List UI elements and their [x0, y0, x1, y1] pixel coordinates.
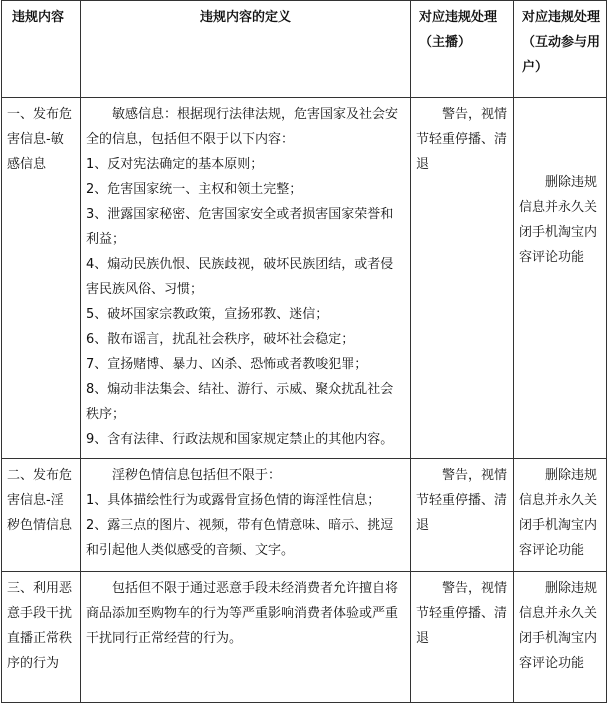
definition-item: 4、煽动民族仇恨、民族歧视，破坏民族团结，或者侵害民族风俗、习惯；	[86, 257, 394, 297]
category-cell	[2, 98, 81, 459]
host-handling-text: 警告，视情节轻重停播、清退	[416, 107, 508, 172]
definition-intro: 敏感信息：根据现行法律法规，危害国家及社会安全的信息，包括但不限于以下内容：	[86, 107, 399, 147]
table-row	[2, 459, 607, 572]
category-label: 三、利用恶意手段干扰直播正常秩序的行为	[7, 581, 73, 671]
header-violation-content: 违规内容	[2, 1, 81, 98]
user-handling-cell	[514, 459, 607, 572]
host-handling-text: 警告，视情节轻重停播、清退	[416, 581, 508, 646]
user-handling-text: 删除违规信息并永久关闭手机淘宝内容评论功能	[519, 581, 598, 671]
definition-item: 9、含有法律、行政法规和国家规定禁止的其他内容。	[86, 432, 394, 447]
definition-item: 5、破坏国家宗教政策，宣扬邪教、迷信；	[86, 307, 329, 322]
header-user-handling: 对应违规处理（互动参与用户）	[514, 1, 607, 98]
user-handling-cell	[514, 572, 607, 703]
category-label: 一、发布危害信息-敏感信息	[7, 107, 73, 172]
header-violation-definition: 违规内容的定义	[81, 1, 411, 98]
definition-item: 7、宣扬赌博、暴力、凶杀、恐怖或者教唆犯罪；	[86, 357, 368, 372]
host-handling-cell	[411, 572, 514, 703]
table-header-row	[2, 1, 607, 98]
definition-intro: 淫秽色情信息包括但不限于：	[112, 468, 282, 483]
user-handling-text: 删除违规信息并永久关闭手机淘宝内容评论功能	[519, 175, 598, 265]
definition-cell	[81, 459, 411, 572]
definition-cell	[81, 572, 411, 703]
definition-item: 2、露三点的图片、视频，带有色情意味、暗示、挑逗和引起他人类似感受的音频、文字。	[86, 518, 394, 558]
definition-item: 1、具体描绘性行为或露骨宣扬色情的诲淫性信息；	[86, 493, 381, 508]
category-cell	[2, 459, 81, 572]
definition-item: 6、散布谣言，扰乱社会秩序，破坏社会稳定；	[86, 332, 355, 347]
host-handling-cell	[411, 459, 514, 572]
definition-item: 2、危害国家统一、主权和领土完整；	[86, 182, 303, 197]
definition-intro: 包括但不限于通过恶意手段未经消费者允许擅自将商品添加至购物车的行为等严重影响消费者体验或严重干扰同行正常经营的行为。	[86, 581, 399, 646]
table-row	[2, 572, 607, 703]
table-row	[2, 98, 607, 459]
definition-item: 1、反对宪法确定的基本原则；	[86, 157, 264, 172]
category-cell	[2, 572, 81, 703]
definition-cell	[81, 98, 411, 459]
definition-item: 8、煽动非法集会、结社、游行、示威、聚众扰乱社会秩序；	[86, 382, 394, 422]
host-handling-text: 警告，视情节轻重停播、清退	[416, 468, 508, 533]
definition-item: 3、泄露国家秘密、危害国家安全或者损害国家荣誉和利益；	[86, 207, 394, 247]
violation-table	[1, 0, 607, 703]
host-handling-cell	[411, 98, 514, 459]
header-host-handling: 对应违规处理（主播）	[411, 1, 514, 98]
user-handling-text: 删除违规信息并永久关闭手机淘宝内容评论功能	[519, 468, 598, 558]
user-handling-cell	[514, 98, 607, 459]
category-label: 二、发布危害信息-淫秽色情信息	[7, 468, 73, 533]
